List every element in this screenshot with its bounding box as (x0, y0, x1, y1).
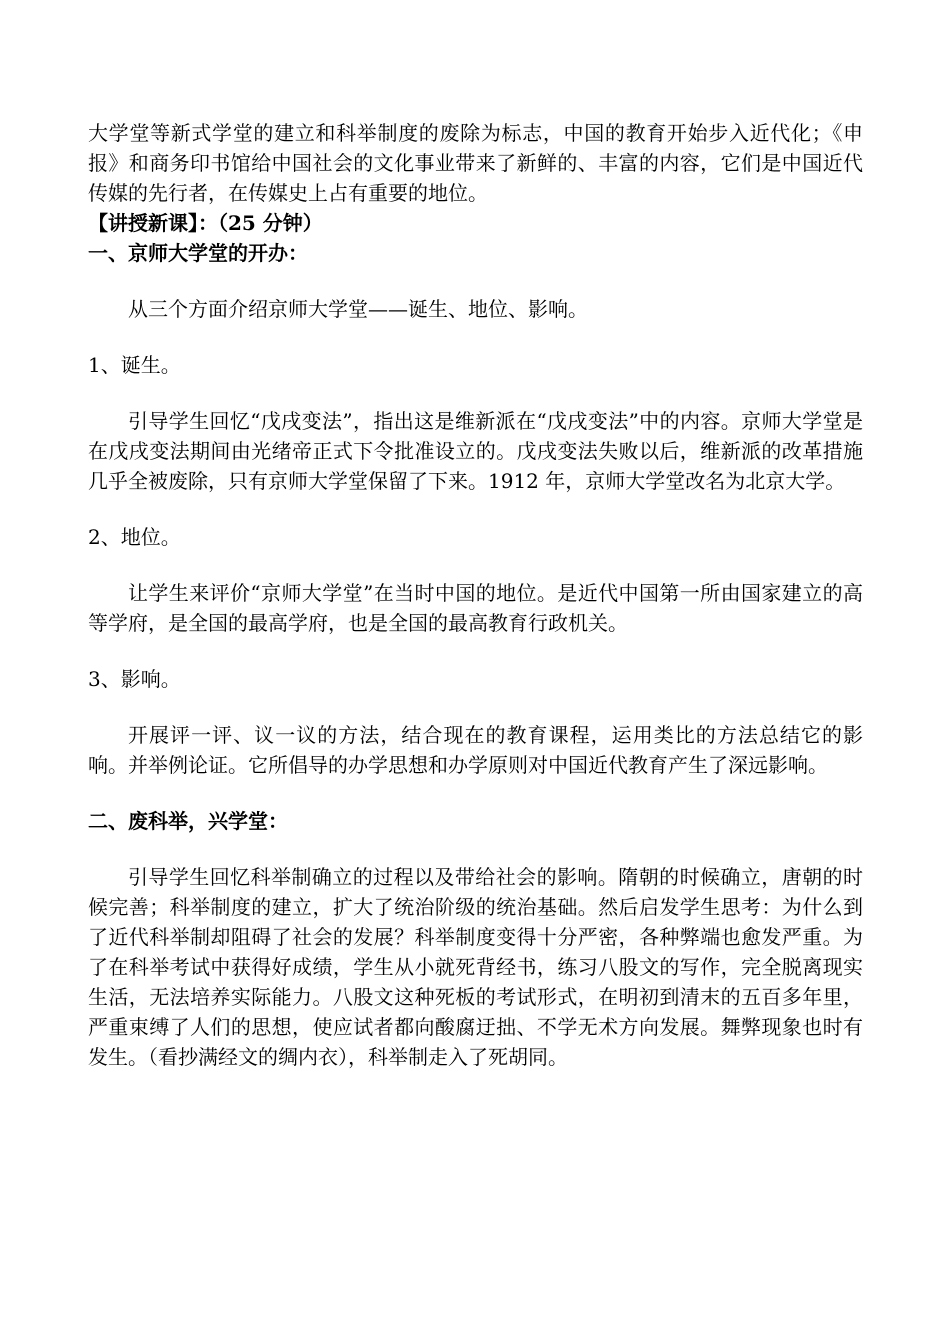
part-one-heading: 一、京师大学堂的开办： (88, 241, 308, 265)
part-two-body: 引导学生回忆科举制确立的过程以及带给社会的影响。隋朝的时候确立，唐朝的时候完善；科举制度的建立，扩大了统治阶级的统治基础。然后启发学生思考：为什么到了近代科举制却阻碍了社会的发展？科举制度变得十分严密，各种弊端也愈发严重。为了在科举考试中获得好成绩，学生从小就死背经书，练习八股文的写作，完全脱离现实生活，无法培养实际能力。八股文这种死板的考试形式，在明初到清末的五百多年里，严重束缚了人们的思想，使应试者都向酸腐迂拙、不学无术方向发展。舞弊现象也时有发生。（看抄满经文的绸内衣），科举制走入了死胡同。 (88, 865, 863, 1069)
item-body-birth: 引导学生回忆“戊戌变法”，指出这是维新派在“戊戌变法”中的内容。京师大学堂是在戊戌变法期间由光绪帝正式下令批准设立的。戊戌变法失败以后，维新派的改革措施几乎全被废除，只有京师大学堂保留了下来。1912 年，京师大学堂改名为北京大学。 (88, 409, 863, 493)
item-title-influence: 3、影响。 (88, 667, 181, 691)
item-body-influence: 开展评一评、议一议的方法，结合现在的教育课程，运用类比的方法总结它的影响。并举例论证。它所倡导的办学思想和办学原则对中国近代教育产生了深远影响。 (88, 723, 863, 777)
item-title-birth: 1、诞生。 (88, 353, 181, 377)
intro-paragraph: 大学堂等新式学堂的建立和科举制度的废除为标志，中国的教育开始步入近代化；《申报》和商务印书馆给中国社会的文化事业带来了新鲜的、丰富的内容，它们是中国近代传媒的先行者，在传媒史上占有重要的地位。 (88, 121, 863, 205)
item-body-status: 让学生来评价“京师大学堂”在当时中国的地位。是近代中国第一所由国家建立的高等学府，是全国的最高学府，也是全国的最高教育行政机关。 (88, 581, 863, 635)
part-two-heading: 二、废科举，兴学堂： (88, 809, 288, 833)
item-title-status: 2、地位。 (88, 525, 181, 549)
document-page (88, 118, 863, 1072)
section-label: 【讲授新课】：（25 分钟） (88, 211, 323, 235)
part-one-overview: 从三个方面介绍京师大学堂——诞生、地位、影响。 (128, 297, 588, 321)
